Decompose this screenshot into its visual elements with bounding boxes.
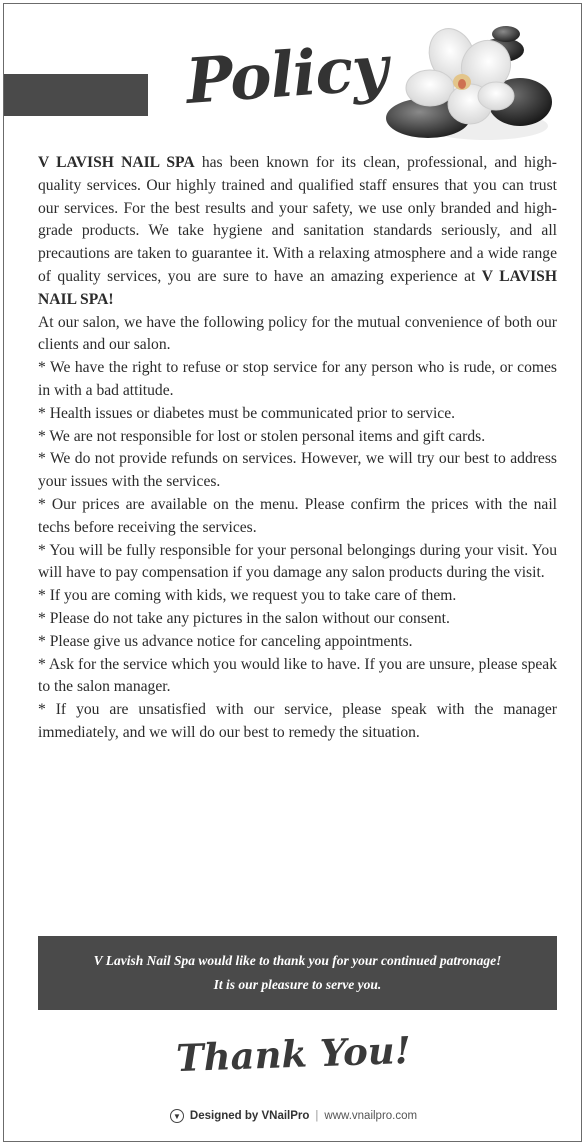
- policy-item: * We do not provide refunds on services. However, we will try our best to address your issues with the services.: [38, 450, 557, 491]
- orchid-stones-image: [382, 16, 552, 146]
- policy-item: * We have the right to refuse or stop service for any person who is rude, or comes in with a bad attitude.: [38, 359, 557, 399]
- intro-text: has been known for its clean, professional, and high-quality services. Our highly trained and qualified staff ensures that you can trust our services. For the best results and your safety, we use only branded and high-grade products. We take hygiene and sanitation standards seriously, and all precautions are taken to guarantee it. With a relaxing atmosphere and a wide range of quality services, you are sure to have an amazing experience at: [38, 154, 558, 285]
- footer: [0, 1109, 587, 1123]
- designed-by-label: Designed by VNailPro: [189, 1110, 310, 1122]
- policy-item: * Please give us advance notice for canceling appointments.: [38, 632, 413, 650]
- title-accent-bar: [4, 74, 148, 116]
- policy-item: * Ask for the service which you would like to have. If you are unsure, please speak to the salon manager.: [38, 655, 557, 696]
- brand-name-closing: V LAVISH NAIL SPA!: [38, 267, 557, 308]
- footer-separator: |: [315, 1110, 319, 1122]
- policy-item: * Health issues or diabetes must be communicated prior to service.: [38, 404, 456, 422]
- thanks-banner: [38, 936, 557, 1010]
- policy-item: * If you are unsatisfied with our service, please speak with the manager immediately, and we will do our best to remedy the situation.: [38, 701, 557, 741]
- intro-paragraph: [38, 152, 557, 312]
- page-title: Policy: [183, 31, 390, 118]
- website-link[interactable]: www.vnailpro.com: [324, 1110, 418, 1122]
- policy-item: * We are not responsible for lost or stolen personal items and gift cards.: [38, 427, 486, 445]
- policy-item: * You will be fully responsible for your personal belongings during your visit. You will have to pay compensation if you damage any salon products during the visit.: [38, 541, 557, 582]
- thank-you-heading: Thank You!: [175, 1027, 412, 1081]
- thanks-line-1: V Lavish Nail Spa would like to thank you for your continued patronage!: [93, 953, 502, 968]
- brand-name: V LAVISH NAIL SPA: [38, 154, 195, 171]
- vnailpro-logo-icon: ▼: [170, 1109, 184, 1123]
- policy-item: * If you are coming with kids, we request you to take care of them.: [38, 587, 457, 605]
- policy-lead: At our salon, we have the following policy for the mutual convenience of both our clients and our salon.: [38, 313, 557, 354]
- policy-content: [38, 152, 557, 745]
- policy-item: * Please do not take any pictures in the salon without our consent.: [38, 609, 450, 627]
- policy-item: * Our prices are available on the menu. Please confirm the prices with the nail techs before receiving the services.: [38, 495, 557, 536]
- thanks-line-2: It is our pleasure to serve you.: [213, 977, 382, 992]
